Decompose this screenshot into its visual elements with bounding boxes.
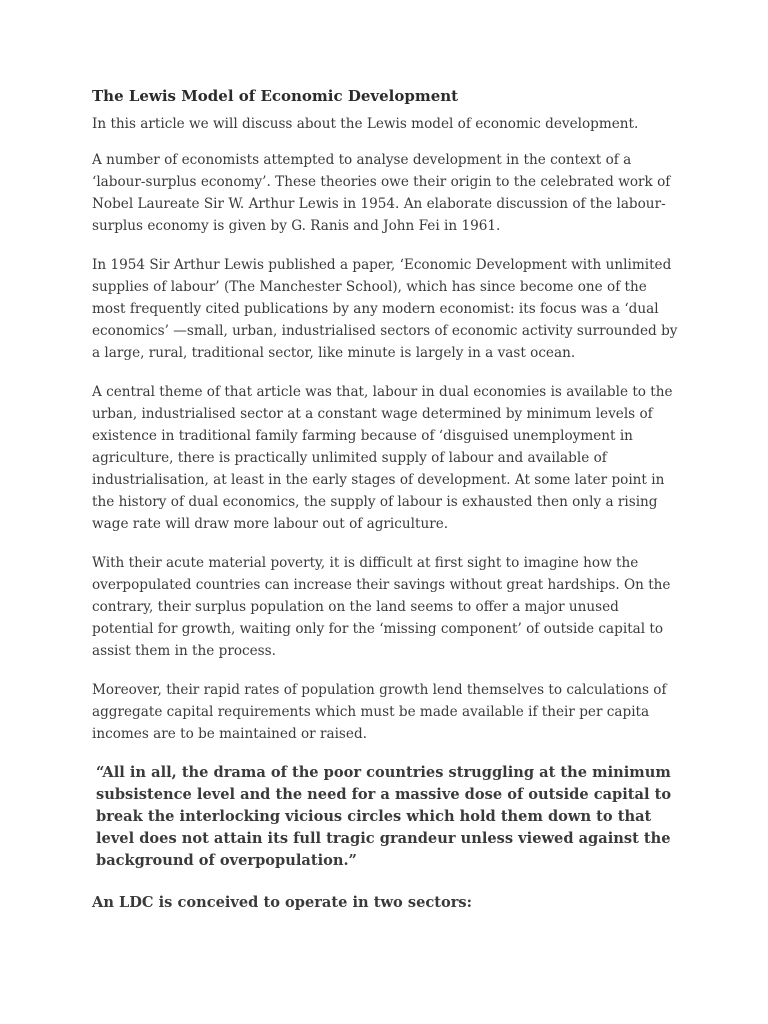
intro-paragraph: In this article we will discuss about the Lewis model of economic development. [92,116,639,132]
block-quote: “All in all, the drama of the poor countries struggling at the minimum subsistence level and the need for a massive dose of outside capital to break the interlocking vicious circles which hold them down to that level does not attain its full tragic grandeur unless viewed against the background of overpopulation.” [96,764,672,869]
body-paragraph: With their acute material poverty, it is difficult at first sight to imagine how the overpopulated countries can increase their savings without great hardships. On the contrary, their surplus population on the land seems to offer a major unused potential for growth, waiting only for the ‘missing component’ of outside capital to assist them in the process. [92,555,671,659]
document-page [92,85,682,914]
body-paragraph: A central theme of that article was that, labour in dual economies is available to the urban, industrialised sector at a constant wage determined by minimum levels of existence in traditional family farming because of ‘disguised unemployment in agriculture, there is practically unlimited supply of labour and available of industrialisation, at least in the early stages of development. At some later point in the history of dual economics, the supply of labour is exhausted then only a rising wage rate will draw more labour out of agriculture. [92,384,673,532]
closing-statement: An LDC is conceived to operate in two sectors: [92,894,473,911]
body-paragraph: Moreover, their rapid rates of population growth lend themselves to calculations of aggregate capital requirements which must be made available if their per capita incomes are to be maintained or raised. [92,682,667,742]
body-paragraph: A number of economists attempted to analyse development in the context of a ‘labour-surplus economy’. These theories owe their origin to the celebrated work of Nobel Laureate Sir W. Arthur Lewis in 1954. An elaborate discussion of the labour-surplus economy is given by G. Ranis and John Fei in 1961. [92,152,671,234]
body-paragraph: In 1954 Sir Arthur Lewis published a paper, ‘Economic Development with unlimited supplies of labour’ (The Manchester School), which has since become one of the most frequently cited publications by any modern economist: its focus was a ‘dual economics’ —small, urban, industrialised sectors of economic activity surrounded by a large, rural, traditional sector, like minute is largely in a vast ocean. [92,257,678,361]
document-title: The Lewis Model of Economic Development [92,87,459,105]
